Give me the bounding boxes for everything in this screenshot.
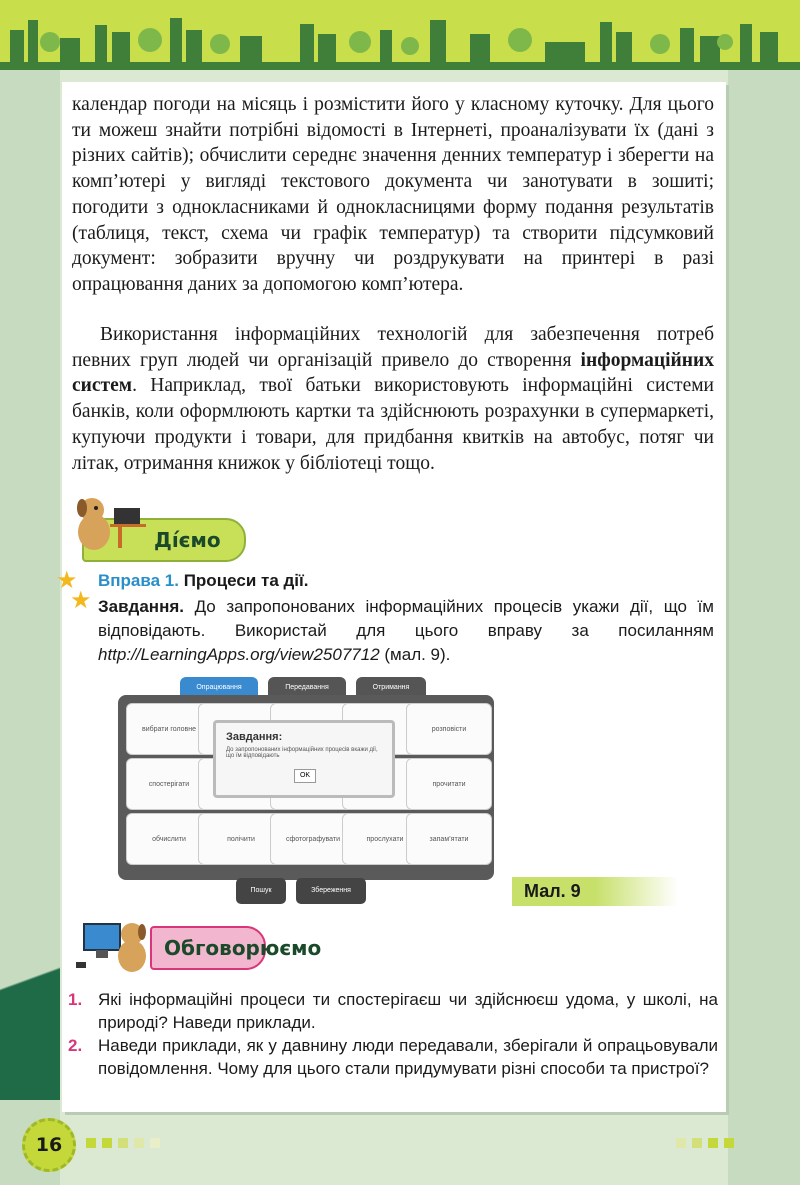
dialog-ok-button[interactable]: OK	[294, 769, 316, 783]
puzzle-cell[interactable]: сфотографувати	[270, 813, 356, 865]
decorative-wedge	[0, 900, 60, 1100]
exercise-task	[98, 595, 714, 667]
dialog-title: Завдання:	[226, 731, 283, 743]
footer-dots-right	[676, 1138, 734, 1148]
question-item	[68, 1034, 718, 1080]
task-label: Завдання.	[98, 597, 184, 616]
footer-dots-left	[86, 1138, 160, 1148]
puzzle-cell[interactable]: запам’ятати	[406, 813, 492, 865]
section-discuss-label: Обговорюємо	[164, 936, 322, 960]
header-city-banner	[0, 0, 800, 70]
term-information-systems: інформаційних систем	[72, 349, 714, 397]
puzzle-cell[interactable]: полічити	[198, 813, 284, 865]
tab-receiving[interactable]: Отримання	[356, 677, 426, 699]
tab-processing[interactable]: Опрацювання	[180, 677, 258, 699]
figure-reference: (мал. 9).	[384, 645, 451, 664]
paragraph-weather-calendar: календар погоди на місяць і розмістити його у класному куточку. Для цього ти можеш знайти потрібні відомості в Інтернеті, проаналізувати їх (дані з різних сайтів); обчислити середнє значення денних температур і зберегти на комп’ютері у вигляді текстового документа чи занотувати в зошиті; погодити з однокласниками й однокласницями форму подання результатів (таблиця, текст, схема чи графік температур) та створити підсумковий документ: зобразити вручну чи роздрукувати на принтері в разі опрацювання даних за допомогою комп’ютера.	[72, 94, 714, 295]
question-text: Які інформаційні процеси ти спостерігаєш чи здійснюєш удома, у школі, на природі? Наведи приклади.	[98, 990, 718, 1032]
section-act-label: Дíємо	[154, 528, 221, 552]
page-margin-right	[728, 70, 800, 1185]
paragraph-text-start: Використання інформаційних технологій для забезпечення потреб певних груп людей чи організацій привело до створення	[72, 324, 714, 371]
city-skyline-icon	[0, 0, 800, 70]
puzzle-cell[interactable]: прочитати	[406, 758, 492, 810]
dialog-text: До запропонованих інформаційних процесів вкажи дії, що їм відповідають	[226, 747, 378, 759]
page-number: 16	[22, 1118, 76, 1172]
dog-laptop-icon	[62, 494, 152, 554]
paragraph-text-end: . Наприклад, твої батьки використовують інформаційні системи банків, коли оформлюють картки та здійснюють розрахунки в супермаркеті, купуючи продукти і товари, для придбання квитків на автобус, потяг чи літак, отримання книжок у бібліотеці тощо.	[72, 375, 714, 474]
puzzle-cell[interactable]: обчислити	[126, 813, 212, 865]
puzzle-cell[interactable]: спостерігати	[126, 758, 212, 810]
puzzle-cell[interactable]: вибрати головне	[126, 703, 212, 755]
star-icon: ★	[70, 588, 92, 614]
question-text: Наведи приклади, як у давнину люди передавали, зберігали й опрацьовували повідомлення. Чому для цього стали придумувати різні способи та пристрої?	[98, 1036, 718, 1078]
exercise-title	[98, 571, 309, 591]
question-item	[68, 988, 718, 1034]
header-ground	[0, 62, 800, 70]
paragraph-information-systems	[72, 322, 714, 476]
dog-computer-icon	[70, 918, 160, 974]
task-dialog	[213, 720, 395, 798]
save-button[interactable]: Збереження	[296, 878, 366, 904]
question-number: 1.	[68, 990, 83, 1009]
search-button[interactable]: Пошук	[236, 878, 286, 904]
section-discuss-badge	[150, 926, 322, 970]
tab-transmitting[interactable]: Передавання	[268, 677, 346, 699]
exercise-link[interactable]: http://LearningApps.org/view2507712	[98, 645, 380, 664]
puzzle-cell[interactable]: розповісти	[406, 703, 492, 755]
task-text: До запропонованих інформаційних процесів укажи дії, що їм відповідають. Використай для цього вправу за посиланням	[98, 597, 714, 640]
puzzle-cell[interactable]: прослухати	[342, 813, 428, 865]
question-number: 2.	[68, 1036, 83, 1055]
figure-caption: Мал. 9	[512, 877, 678, 906]
star-icon: ★	[56, 568, 78, 594]
exercise-label: Вправа 1.	[98, 571, 179, 590]
exercise-name: Процеси та дії.	[183, 571, 309, 590]
